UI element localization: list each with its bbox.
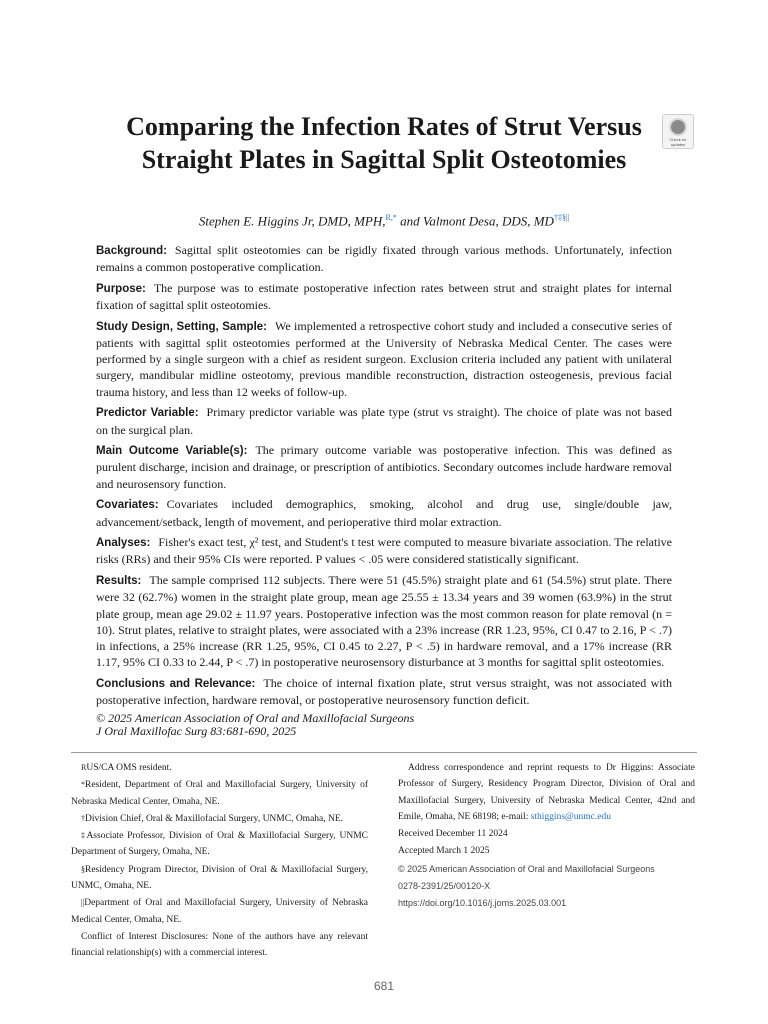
- affiliation-footnotes: [71, 760, 368, 963]
- abstract-section-text: Fisher's exact test, χ² test, and Student's t test were computed to measure bivariate association. The relative risks (RRs) and their 95% CIs were reported. P values < .05 were considered statistically significant.: [96, 535, 672, 567]
- author-name: Valmont Desa, DDS, MD: [422, 213, 554, 229]
- abstract-section-heading: Background:: [96, 245, 167, 257]
- footnote-mark: *: [81, 780, 85, 790]
- affiliation-footnote: [71, 929, 368, 962]
- footnote-text: Conflict of Interest Disclosures: None of the authors have any relevant financial relationship(s) with a commercial interest.: [71, 931, 368, 959]
- abstract-section-heading: Main Outcome Variable(s):: [96, 445, 248, 458]
- affiliation-footnote: [71, 760, 368, 776]
- affiliation-footnote: [71, 862, 368, 895]
- footnote-text: Resident, Department of Oral and Maxillofacial Surgery, University of Nebraska Medical Center, Omaha, NE.: [71, 780, 368, 807]
- footnote-text: Associate Professor, Division of Oral & Maxillofacial Surgery, UNMC Department of Surgery, Omaha, NE.: [71, 831, 368, 858]
- abstract-section-text: Primary predictor variable was plate type (strut vs straight). The choice of plate was not based on the surgical plan.: [96, 405, 672, 437]
- abstract-section: [96, 675, 672, 708]
- author-name: Stephen E. Higgins Jr, DMD, MPH,: [198, 213, 386, 229]
- correspondence-footnotes: [398, 760, 695, 913]
- abstract-section: [96, 318, 672, 400]
- footnote-text: Residency Program Director, Division of Oral & Maxillofacial Surgery, UNMC, Omaha, NE.: [71, 864, 368, 892]
- footnote-text: Division Chief, Oral & Maxillofacial Surgery, UNMC, Omaha, NE.: [85, 813, 344, 824]
- abstract-section-text: The purpose was to estimate postoperative infection rates between strut and straight plates for internal fixation of sagittal split osteotomies.: [96, 280, 672, 313]
- abstract-section-text: Sagittal split osteotomies can be rigidly fixated through various methods. Unfortunately, infection remains a common postoperative complication.: [96, 243, 672, 275]
- footnote-mark: §: [81, 864, 85, 874]
- footnote-mark: †: [81, 813, 85, 823]
- abstract: [96, 242, 672, 739]
- footnote-mark: R: [81, 763, 87, 772]
- affiliation-footnote: [71, 895, 368, 928]
- correspondence-text: Address correspondence and reprint requests to Dr Higgins: Associate Professor of Surgery, Residency Program Director, Division of Oral and Maxillofacial Surgery, University of Nebraska Medical Center, 42nd and Emile, Omaha, NE 68198; e-mail:: [398, 763, 695, 822]
- correspondence-note: [398, 760, 695, 825]
- article-title: Comparing the Infection Rates of Strut Versus Straight Plates in Sagittal Split Osteotomies: [126, 112, 642, 174]
- affiliation-footnote: [71, 828, 368, 861]
- abstract-section-heading: Predictor Variable:: [96, 407, 199, 420]
- email-link[interactable]: sthiggins@unmc.edu: [530, 811, 611, 822]
- abstract-section: [96, 280, 672, 313]
- abstract-section-heading: Covariates:: [96, 499, 159, 512]
- abstract-section: [96, 442, 672, 492]
- footnote-mark: ‡: [81, 831, 87, 841]
- abstract-section-heading: Conclusions and Relevance:: [96, 677, 256, 690]
- abstract-section: [96, 496, 672, 529]
- crossmark-icon: [669, 118, 687, 136]
- abstract-section: [96, 572, 672, 670]
- abstract-section-text: The sample comprised 112 subjects. There were 51 (45.5%) straight plate and 61 (54.5%) strut plate. There were 32 (62.7%) women in the straight plate group, mean age 25.55 ± 13.34 years and 39 women (63.9%) in the strut plate group, mean age 29.02 ± 11.97 years. Postoperative infection was the most common reason for plate removal (n = 10). Strut plates, relative to straight plates, were associated with a 23% increase (RR 1.23, 95%, CI 0.47 to 2.16, P < .7) in infections, a 25% increase (RR 1.25, 95%, CI 0.45 to 2.27, P < .5) in hardware removal, and a 17% increase (RR 1.17, 95% CI 0.33 to 2.44, P < .7) in postoperative neurosensory disturbance at 3 months for sagittal split osteotomies.: [96, 573, 672, 670]
- journal-citation: J Oral Maxillofac Surg 83:681-690, 2025: [96, 723, 297, 738]
- abstract-section-text: We implemented a retrospective cohort study and included a consecutive series of patients with sagittal split osteotomies performed at the University of Nebraska Medical Center. The cases were performed by a single surgeon with a chief as resident surgeon. Exclusion criteria included any patient with unilateral surgery, mandibular midline osteotomy, previous mandible reconstruction, distraction osteogenesis, previous facial trauma history, and less than 12 weeks of follow-up.: [96, 318, 672, 399]
- abstract-section-text: The choice of internal fixation plate, strut versus straight, was not associated with postoperative infection, hardware removal, or postoperative neurosensory function deficit.: [96, 675, 672, 708]
- abstract-sections: [96, 242, 672, 708]
- author-conjunction: and: [396, 213, 423, 229]
- affiliation-footnote: [71, 777, 368, 810]
- footnote-divider: [71, 752, 697, 753]
- author-affiliation-marks[interactable]: †‡§||: [553, 213, 570, 222]
- abstract-section-heading: Analyses:: [96, 537, 151, 550]
- publisher-copyright: © 2025 American Association of Oral and Maxillofacial Surgeons: [398, 863, 655, 874]
- accepted-date: Accepted March 1 2025: [398, 846, 490, 857]
- author-affiliation-marks[interactable]: R,*: [385, 213, 397, 222]
- doi-link[interactable]: https://doi.org/10.1016/j.joms.2025.03.001: [398, 898, 567, 909]
- check-for-updates-badge[interactable]: [662, 114, 694, 149]
- affiliation-footnote: [71, 811, 368, 827]
- issn: 0278-2391/25/00120-X: [398, 881, 491, 892]
- abstract-section-text: Covariates included demographics, smoking, alcohol and drug use, single/double jaw, advancement/setback, length of movement, and perioperative third molar extraction.: [96, 497, 672, 529]
- received-date: Received December 11 2024: [398, 829, 508, 840]
- abstract-section: [96, 404, 672, 437]
- abstract-section: [96, 242, 672, 275]
- footnote-text: US/CA OMS resident.: [86, 763, 172, 773]
- abstract-section-heading: Purpose:: [96, 282, 146, 295]
- abstract-section-heading: Study Design, Setting, Sample:: [96, 320, 267, 333]
- abstract-section-heading: Results:: [96, 575, 142, 588]
- footnote-mark: ||: [81, 898, 85, 908]
- author-line: [96, 213, 672, 229]
- abstract-copyright: © 2025 American Association of Oral and Maxillofacial Surgeons: [96, 710, 415, 725]
- footnote-text: Department of Oral and Maxillofacial Surgery, University of Nebraska Medical Center, Omaha, NE.: [71, 898, 368, 925]
- abstract-section: [96, 534, 672, 567]
- abstract-section-text: The primary outcome variable was postoperative infection. This was defined as purulent discharge, incision and drainage, or prescription of antibiotics. Secondary outcomes include hardware removal and neurosensory function.: [96, 443, 672, 491]
- page-number: 681: [373, 979, 395, 993]
- crossmark-label: Check for updates: [669, 137, 687, 147]
